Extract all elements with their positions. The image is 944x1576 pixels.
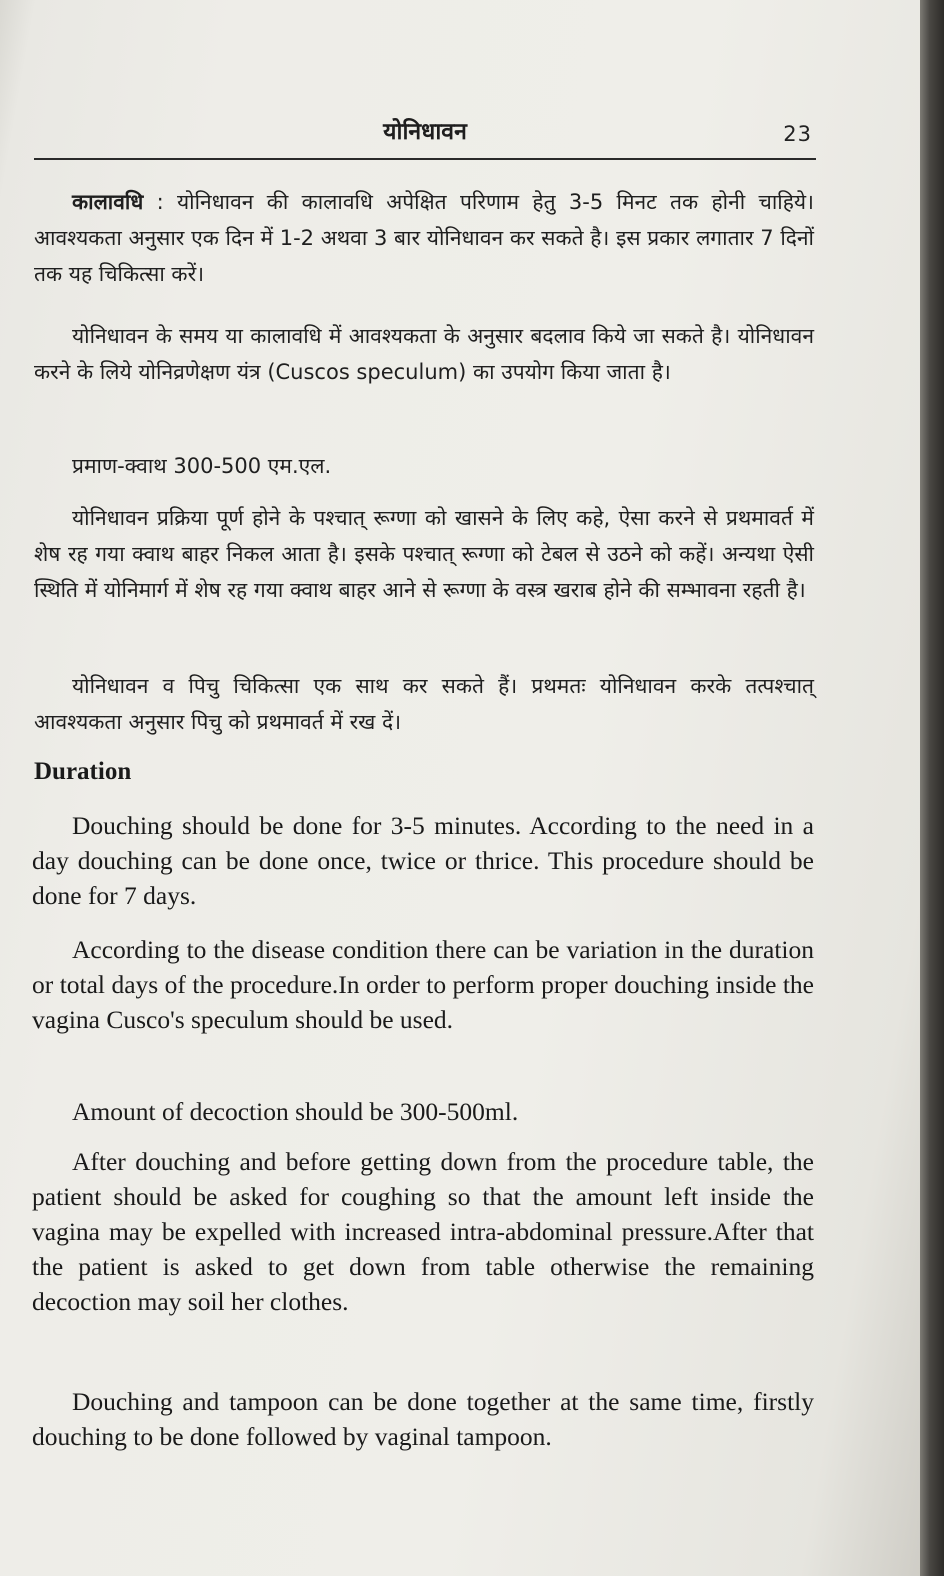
- page-edge-shadow: [920, 0, 944, 1576]
- hindi-term-duration: कालावधि: [72, 190, 144, 214]
- hindi-paragraph-amount: प्रमाण-क्वाथ 300-500 एम.एल.: [72, 454, 332, 478]
- section-heading-duration: Duration: [34, 758, 132, 785]
- english-paragraph-coughing: After douching and before getting down from the procedure table, the patient should be asked for coughing so that the amount left inside the vagina may be expelled with increased intra-abdominal pressure.After that the patient is asked to get down from table otherwise the remaining decoction may soil her clothes.: [32, 1147, 814, 1316]
- hindi-paragraph-variation: योनिधावन के समय या कालावधि में आवश्यकता के अनुसार बदलाव किये जा सकते है। योनिधावन करने के लिये योनिव्रणेक्षण यंत्र (Cuscos speculum) का उपयोग किया जाता है।: [34, 324, 814, 384]
- page-number: 23: [783, 122, 812, 146]
- hindi-paragraph-duration: [34, 184, 814, 292]
- english-paragraph-variation: According to the disease condition there can be variation in the duration or total days of the procedure.In order to perform proper douching inside the vagina Cusco's speculum should be used.: [32, 935, 814, 1034]
- hindi-paragraph-coughing: योनिधावन प्रक्रिया पूर्ण होने के पश्चात् रूग्णा को खासने के लिए कहे, ऐसा करने से प्रथमावर्त में शेष रह गया क्वाथ बाहर निकल आता है। इसके पश्चात् रूग्णा को टेबल से उठने को कहें। अन्यथा ऐसी स्थिति में योनिमार्ग में शेष रह गया क्वाथ बाहर आने से रूग्णा के वस्त्र खराब होने की सम्भावना रहती है।: [34, 506, 814, 602]
- english-paragraph-duration: Douching should be done for 3-5 minutes. According to the need in a day douching can be done once, twice or thrice. This procedure should be done for 7 days.: [32, 811, 814, 910]
- running-header: [34, 110, 816, 160]
- english-paragraph-tampoon: Douching and tampoon can be done together at the same time, firstly douching to be done followed by vaginal tampoon.: [32, 1387, 814, 1451]
- chapter-title: योनिधावन: [383, 119, 467, 145]
- english-paragraph-amount: Amount of decoction should be 300-500ml.: [72, 1097, 519, 1126]
- hindi-paragraph-tampoon: योनिधावन व पिचु चिकित्सा एक साथ कर सकते हैं। प्रथमतः योनिधावन करके तत्पश्चात् आवश्यकता अनुसार पिचु को प्रथमावर्त में रख दें।: [34, 674, 814, 734]
- hindi-paragraph-duration-text: : योनिधावन की कालावधि अपेक्षित परिणाम हेतु 3-5 मिनट तक होनी चाहिये। आवश्यकता अनुसार एक दिन में 1-2 अथवा 3 बार योनिधावन कर सकते है। इस प्रकार लगातार 7 दिनों तक यह चिकित्सा करें।: [34, 190, 814, 286]
